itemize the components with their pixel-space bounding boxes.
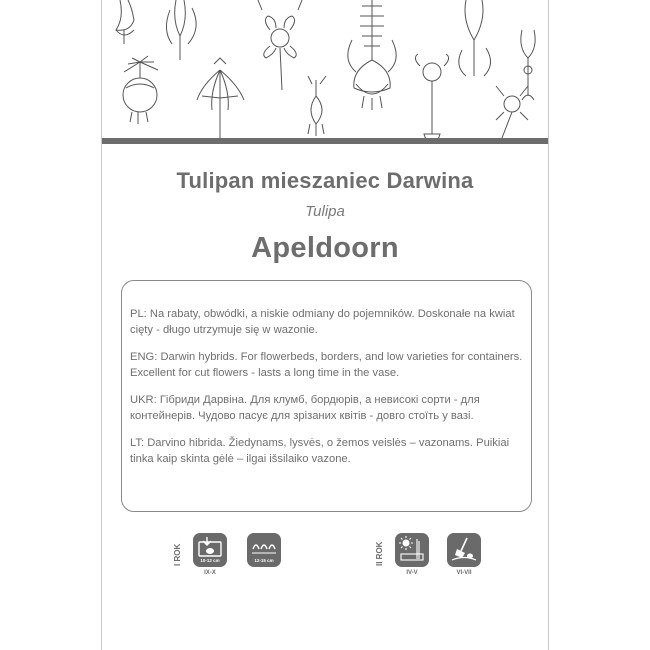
crocus-right-drawing	[521, 30, 535, 100]
tulip-bulb-drawing	[116, 0, 134, 44]
iris-bulb-drawing	[415, 54, 448, 140]
year2-label: II ROK	[375, 541, 384, 566]
narcissus-right-drawing	[496, 86, 528, 138]
sun-flower-blooming-icon	[395, 533, 429, 567]
year1-label: I ROK	[173, 543, 182, 566]
description-lt: LT: Darvino hibrida. Žiedynams, lysvės, o žemos veislės – vazonams. Puikiai tinka kaip skinta gėlė – ilgai išsilaiko vazone.	[130, 437, 510, 465]
header-divider	[102, 138, 548, 144]
common-name-title: Tulipan mieszaniec Darwina	[176, 168, 474, 193]
product-card	[101, 0, 549, 650]
cultivar-name: Apeldoorn	[251, 232, 399, 264]
fritillaria-drawing	[197, 58, 244, 138]
crocus-drawing	[166, 0, 196, 60]
planting-depth-value: 10-12 cm	[200, 558, 220, 563]
planting-depth-icon	[193, 533, 227, 567]
small-bulb-drawing	[308, 76, 326, 136]
plant-spacing-icon	[247, 533, 281, 567]
latin-name: Tulipa	[305, 203, 345, 220]
bloom-month-caption: IV-V	[406, 570, 418, 576]
dig-up-bulbs-icon	[447, 533, 481, 567]
description-pl: PL: Na rabaty, obwódki, a niskie odmiany do pojemników. Doskonałe na kwiat cięty - długo utrzymuje się w wazonie.	[130, 308, 515, 336]
allium-bulb-drawing	[123, 56, 158, 124]
description-ukr: UKR: Гібриди Дарвіна. Для клумб, бордюрів, а невисокі сорти - для контейнерів. Чудово пасує для зрізаних квітів - довго стоїть у вазі.	[130, 394, 480, 422]
tulip-flower-drawing	[459, 0, 491, 76]
planting-month-caption: IX-X	[204, 570, 216, 576]
hyacinth-drawing	[348, 0, 396, 110]
botanical-illustration	[102, 0, 548, 140]
description-box	[121, 280, 532, 512]
description-eng: ENG: Darwin hybrids. For flowerbeds, borders, and low varieties for containers. Excellent for cut flowers - lasts a long time in the vase.	[130, 351, 523, 379]
narcissus-drawing	[258, 0, 302, 90]
plant-spacing-value: 12-15 cm	[254, 558, 274, 563]
dig-month-caption: VI-VII	[456, 570, 472, 576]
